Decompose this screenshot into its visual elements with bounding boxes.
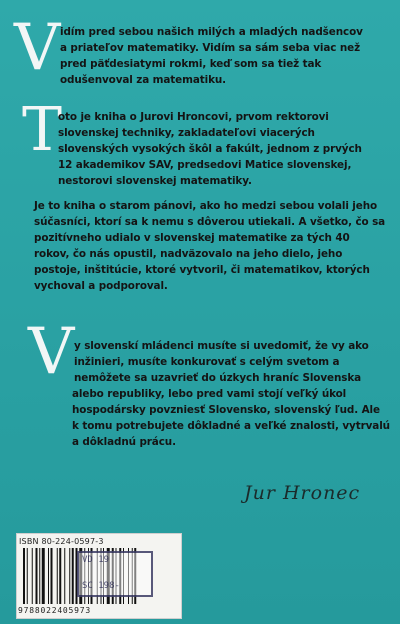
p2-line: oto je kniha o Jurovi Hroncovi, prvom rektorovi	[58, 111, 329, 123]
p4-line: hospodársky povzniesť Slovensko, slovenský ľud. Ale	[72, 404, 380, 416]
barcode-bar	[32, 548, 33, 604]
isbn-barcode-sticker	[16, 533, 182, 619]
p3-line: rokov, čo nás opustil, nadväzovalo na jeho dielo, jeho	[34, 248, 343, 260]
dropcap-p2: T	[22, 95, 63, 165]
paragraph-1	[60, 24, 363, 88]
p1-line: a priateľov matematiky. Vidím sa sám seba viac než	[60, 42, 361, 54]
p1-line: pred päťdesiatymi rokmi, keď som sa tiež tak	[60, 58, 322, 70]
p3-line: postoje, inštitúcie, ktoré vytvoril, či matematikov, ktorých	[34, 264, 370, 276]
barcode-bar	[57, 548, 58, 604]
p3-line: pozitívneho udialo v slovenskej matematike za tých 40	[34, 232, 350, 244]
barcode-digits: 9788022405973	[18, 606, 92, 615]
p3-line: súčasníci, ktorí sa k nemu s dôverou utiekali. A všetko, čo sa	[34, 216, 386, 228]
p4-line: alebo republiky, lebo pred vami stojí veľký úkol	[72, 388, 347, 400]
library-stamp	[77, 551, 153, 597]
p4-line: nemôžete sa uzavrieť do úzkych hraníc Slovenska	[74, 372, 362, 384]
p1-line: idím pred sebou našich milých a mladých nadšencov	[60, 26, 363, 38]
barcode-bar	[42, 548, 45, 604]
barcode-bar	[72, 548, 74, 604]
p3-line: vychoval a podporoval.	[34, 280, 168, 292]
barcode-bar	[39, 548, 40, 604]
dropcap-p4: V	[28, 315, 75, 389]
barcode-bar	[51, 548, 53, 604]
signature: Jur Hronec	[244, 482, 361, 504]
paragraph-2	[58, 109, 362, 189]
p4-line: k tomu potrebujete dôkladné a veľké znalosti, vytrvalú	[72, 420, 390, 432]
barcode-bar	[36, 548, 38, 604]
barcode-bar	[23, 548, 25, 604]
p3-line: Je to kniha o starom pánovi, ako ho medzi sebou volali jeho	[34, 200, 378, 212]
p4-line: a dôkladnú prácu.	[72, 436, 176, 448]
stamp-line: VD 19	[82, 555, 110, 565]
p4-line: y slovenskí mládenci musíte si uvedomiť, že vy ako	[74, 340, 369, 352]
paragraph-4	[74, 338, 390, 450]
p2-line: nestorovi slovenskej matematiky.	[58, 175, 252, 187]
p2-line: slovenskej techniky, zakladateľovi viacerých	[58, 127, 315, 139]
p1-line: odušenvoval za matematiku.	[60, 74, 227, 86]
barcode-bar	[69, 548, 70, 604]
barcode-bar	[64, 548, 65, 604]
barcode-bar	[27, 548, 28, 604]
stamp-line: SC 198-	[82, 581, 120, 591]
p2-line: slovenských vysokých škôl a fakúlt, jednom z prvých	[58, 143, 362, 155]
barcode-bar	[59, 548, 61, 604]
p2-line: 12 akademikov SAV, predsedovi Matice slovenskej,	[58, 159, 352, 171]
isbn-label: ISBN 80-224-0597-3	[19, 537, 104, 546]
paragraph-3	[34, 198, 385, 294]
p4-line: inžinieri, musíte konkurovať s celým svetom a	[74, 356, 340, 368]
dropcap-p1: V	[14, 11, 61, 85]
barcode-bar	[48, 548, 49, 604]
